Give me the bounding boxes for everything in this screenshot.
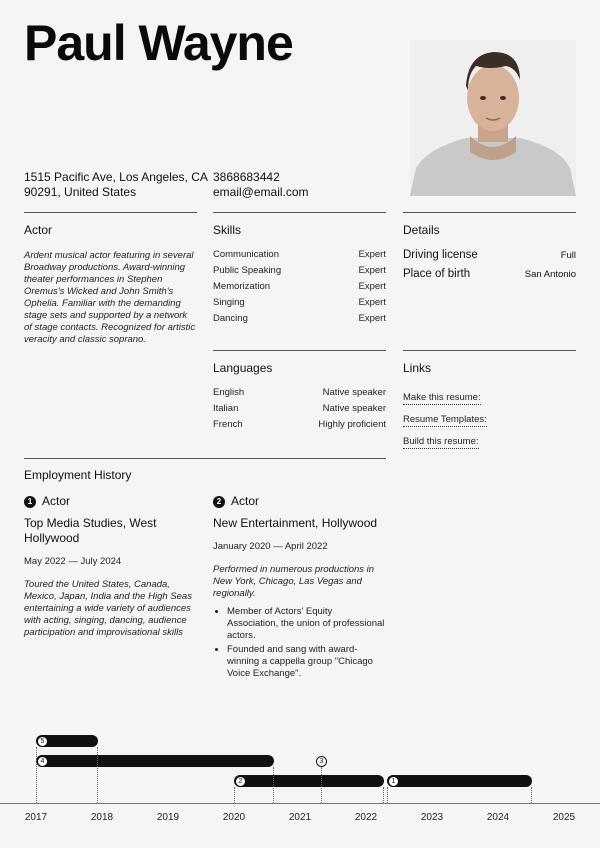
job-title: Actor [231, 494, 260, 508]
timeline-marker-3: 3 [316, 756, 327, 767]
timeline-bar-2 [234, 775, 384, 787]
link-resume-templates[interactable]: Resume Templates: [403, 414, 487, 425]
timeline-marker-4: 4 [37, 756, 48, 767]
skill-row [213, 313, 386, 329]
detail-row [403, 249, 576, 268]
timeline-guide [321, 767, 322, 803]
job-title-line [24, 494, 196, 508]
skill-row [213, 265, 386, 281]
language-level: Native speaker [322, 403, 386, 414]
skill-level: Expert [358, 281, 386, 292]
timeline-guide [234, 787, 235, 803]
language-name: French [213, 419, 243, 430]
detail-label: Driving license [403, 249, 478, 261]
timeline-guide [387, 787, 388, 803]
details-heading: Details [403, 223, 440, 237]
skills-heading: Skills [213, 223, 242, 237]
timeline-marker-2: 2 [235, 776, 246, 787]
language-name: English [213, 387, 245, 398]
address-line-2: 90291, United States [24, 185, 137, 199]
skill-name: Memorization [213, 281, 271, 292]
skill-row [213, 297, 386, 313]
job-title: Actor [42, 494, 71, 508]
languages-list [213, 387, 386, 435]
skill-row [213, 249, 386, 265]
profile-summary: Ardent musical actor featuring in several Broadway productions. Award-winning theater performances in Stephen Oremus's Wicked and John Smith's Ophelia. Familiar with the demanding stage sets and supported by a network of stage contacts. Recognized for artistic veracity and classic soprano. [24, 250, 196, 345]
divider [403, 212, 576, 213]
profile-heading: Actor [24, 223, 53, 237]
divider [24, 458, 386, 459]
language-row [213, 387, 386, 403]
timeline-year: 2024 [486, 812, 510, 823]
details-list [403, 249, 576, 287]
skill-name: Public Speaking [213, 265, 282, 276]
skill-name: Singing [213, 297, 245, 308]
timeline-guide [273, 767, 274, 803]
timeline-guide [97, 747, 98, 803]
detail-label: Place of birth [403, 268, 471, 280]
detail-row [403, 268, 576, 287]
link-build-resume[interactable]: Build this resume: [403, 436, 479, 447]
skill-name: Communication [213, 249, 279, 260]
job-dates: May 2022 — July 2024 [24, 556, 122, 567]
timeline-year: 2020 [222, 812, 246, 823]
skill-row [213, 281, 386, 297]
job-bullet: • Founded and sang with award-winning a cappella group "Chicago Voice Exchange". [227, 644, 385, 680]
language-name: Italian [213, 403, 239, 414]
timeline-marker-1: 1 [388, 776, 399, 787]
employment-heading: Employment History [24, 468, 132, 482]
job-entry [24, 494, 196, 639]
skill-level: Expert [358, 265, 386, 276]
links-list [403, 387, 576, 453]
job-bullet: • Member of Actors' Equity Association, the union of professional actors. [227, 606, 385, 642]
timeline-year: 2021 [288, 812, 312, 823]
skill-name: Dancing [213, 313, 248, 324]
job-entry [213, 494, 385, 682]
language-row [213, 419, 386, 435]
timeline-year: 2025 [552, 812, 576, 823]
job-number-badge: 1 [24, 496, 36, 508]
timeline-marker-5: 5 [37, 736, 48, 747]
divider [213, 212, 386, 213]
candidate-name: Paul Wayne [24, 15, 293, 71]
skill-level: Expert [358, 313, 386, 324]
timeline-bar-1 [387, 775, 532, 787]
divider [403, 350, 576, 351]
timeline-bar-4 [36, 755, 274, 767]
language-level: Native speaker [322, 387, 386, 398]
address-line-1: 1515 Pacific Ave, Los Angeles, CA [24, 170, 208, 184]
link-make-resume[interactable]: Make this resume: [403, 392, 481, 403]
job-number-badge: 2 [213, 496, 225, 508]
job-title-line [213, 494, 385, 508]
links-heading: Links [403, 361, 432, 375]
skill-level: Expert [358, 297, 386, 308]
job-company: Top Media Studies, West Hollywood [24, 516, 157, 545]
job-description: Toured the United States, Canada, Mexico, Japan, India and the High Seas entertaining a wide variety of audiences with acting, singing, dancing, audience participation and improvisational skills [24, 579, 192, 638]
job-bullets [213, 606, 385, 680]
language-level: Highly proficient [318, 419, 386, 430]
languages-heading: Languages [213, 361, 273, 375]
skill-level: Expert [358, 249, 386, 260]
timeline-guide [531, 787, 532, 803]
job-description: Performed in numerous productions in New York, Chicago, Las Vegas and regionally. [213, 564, 375, 599]
divider [24, 212, 197, 213]
detail-value: San Antonio [524, 269, 576, 280]
person-portrait-icon [410, 40, 576, 196]
timeline-guide [383, 787, 384, 803]
phone: 3868683442 [213, 170, 280, 184]
address [24, 170, 208, 200]
timeline-guide [36, 747, 37, 803]
email[interactable]: email@email.com [213, 185, 309, 199]
detail-value: Full [560, 250, 576, 261]
timeline-year: 2023 [420, 812, 444, 823]
divider [213, 350, 386, 351]
job-company: New Entertainment, Hollywood [213, 516, 378, 530]
timeline-year: 2018 [90, 812, 114, 823]
contact-info [213, 170, 309, 200]
timeline-axis [0, 803, 600, 804]
job-dates: January 2020 — April 2022 [213, 541, 328, 552]
language-row [213, 403, 386, 419]
timeline-year: 2019 [156, 812, 180, 823]
timeline-year: 2017 [24, 812, 48, 823]
timeline-year: 2022 [354, 812, 378, 823]
career-timeline [0, 730, 600, 848]
profile-photo [410, 40, 576, 196]
skills-list [213, 249, 386, 329]
